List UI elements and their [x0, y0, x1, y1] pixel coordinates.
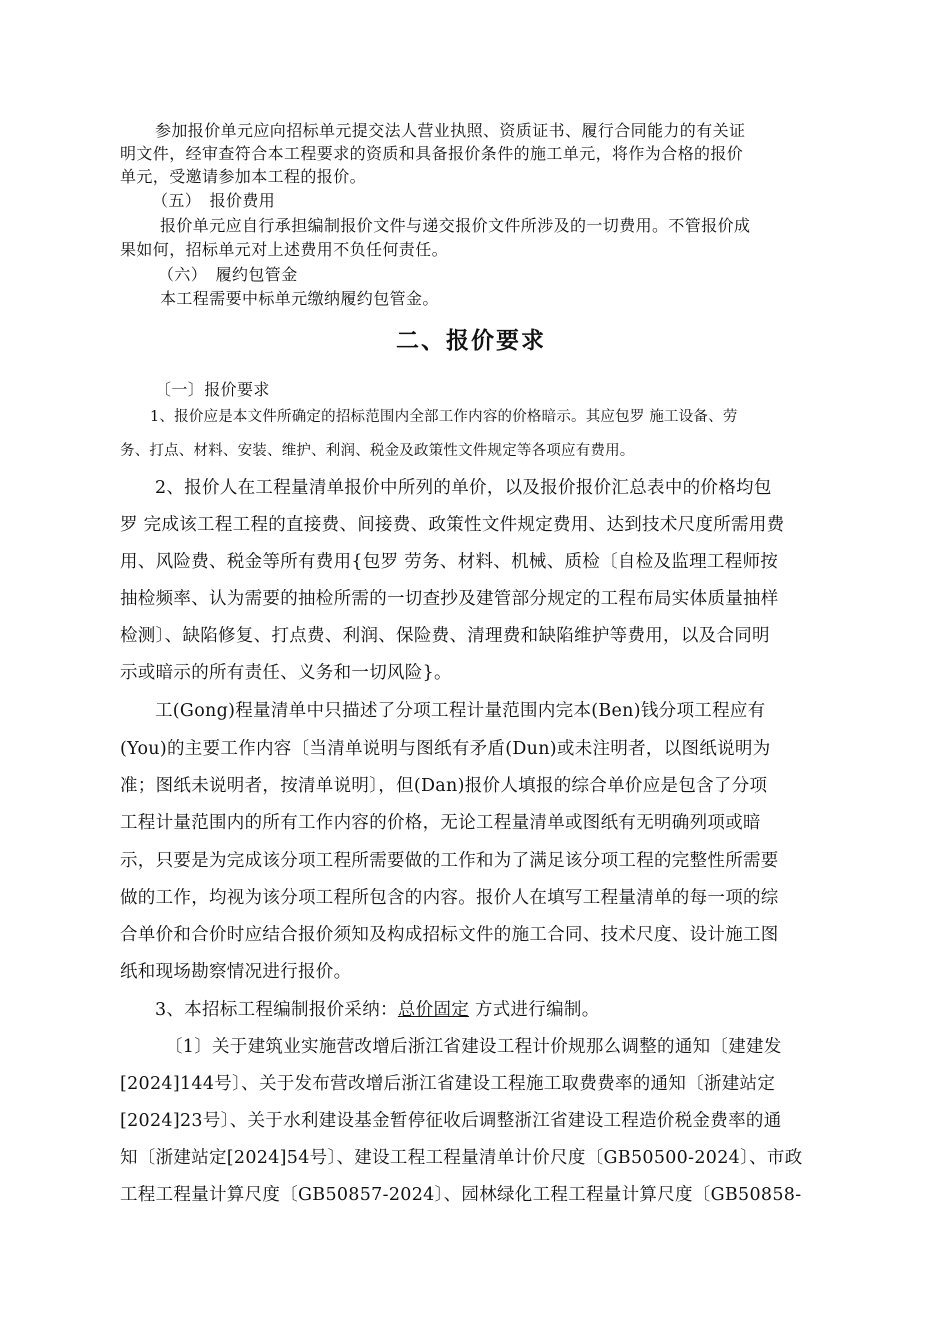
paragraph-line: [2024]144号〕、关于发布营改增后浙江省建设工程施工取费费率的通知〔浙建站定: [120, 1074, 776, 1094]
paragraph-line: 明文件，经审查符合本工程要求的资质和具备报价条件的施工单元，将作为合格的报价: [120, 144, 744, 163]
paragraph-line: 工程工程量计算尺度〔GB50857-2024〕、园林绿化工程工程量计算尺度〔GB50858-: [120, 1185, 802, 1205]
paragraph-line: 合单价和合价时应结合报价须知及构成招标文件的施工合同、技术尺度、设计施工图: [120, 925, 779, 945]
section-heading: 二、报价要求: [396, 327, 546, 354]
paragraph-line: 示，只要是为完成该分项工程所需要做的工作和为了满足该分项工程的完整性所需要: [120, 851, 779, 871]
paragraph-line: [155, 996, 600, 1021]
paragraph-line: 务、打点、材料、安装、维护、利润、税金及政策性文件规定等各项应有费用。: [120, 443, 635, 459]
paragraph-line: 工(Gong)程量清单中只描述了分项工程计量范围内完本(Ben)钱分项工程应有: [155, 701, 766, 721]
method-suffix: 方式进行编制。: [469, 1000, 600, 1020]
paragraph-line: 示或暗示的所有责任、义务和一切风险}。: [120, 663, 452, 683]
subheading-5: （五） 报价费用: [152, 191, 276, 210]
paragraph-line: 1、报价应是本文件所确定的招标范围内全部工作内容的价格暗示。其应包罗 施工设备、劳: [150, 409, 738, 425]
paragraph-line: 工程计量范围内的所有工作内容的价格，无论工程量清单或图纸有无明确列项或暗: [120, 813, 761, 833]
paragraph-line: (You)的主要工作内容〔当清单说明与图纸有矛盾(Dun)或未注明者，以图纸说明为: [120, 739, 771, 759]
paragraph-line: 纸和现场勘察情况进行报价。: [120, 962, 352, 982]
paragraph-line: 用、风险费、税金等所有费用{包罗 劳务、材料、机械、质检〔自检及监理工程师按: [120, 552, 779, 572]
paragraph-line: 罗 完成该工程工程的直接费、间接费、政策性文件规定费用、达到技术尺度所需用费: [120, 515, 785, 535]
paragraph-line: 〔1〕关于建筑业实施营改增后浙江省建设工程计价规那么调整的通知〔建建发: [165, 1037, 782, 1057]
paragraph-line: 参加报价单元应向招标单元提交法人营业执照、资质证书、履行合同能力的有关证: [155, 121, 746, 140]
subheading-1: 〔一〕报价要求: [155, 380, 270, 399]
paragraph-line: 果如何，招标单元对上述费用不负任何责任。: [120, 240, 449, 259]
paragraph-line: 2、报价人在工程量清单报价中所列的单价，以及报价报价汇总表中的价格均包: [155, 478, 772, 498]
method-value: 总价固定: [397, 1000, 470, 1020]
paragraph-line: 知〔浙建站定[2024]54号〕、建设工程工程量清单计价尺度〔GB50500-2024〕、市政: [120, 1148, 803, 1168]
paragraph-line: 抽检频率、认为需要的抽检所需的一切查抄及建管部分规定的工程布局实体质量抽样: [120, 589, 779, 609]
subheading-6: （六） 履约包管金: [158, 265, 298, 284]
paragraph-line: 做的工作，均视为该分项工程所包含的内容。报价人在填写工程量清单的每一项的综: [120, 888, 779, 908]
paragraph-line: [2024]23号〕、关于水利建设基金暂停征收后调整浙江省建设工程造价税金费率的通: [120, 1111, 782, 1131]
paragraph-line: 单元，受邀请参加本工程的报价。: [120, 167, 367, 186]
method-prefix: 3、本招标工程编制报价采纳：: [155, 1000, 398, 1020]
paragraph-line: 本工程需要中标单元缴纳履约包管金。: [160, 289, 439, 308]
paragraph-line: 报价单元应自行承担编制报价文件与递交报价文件所涉及的一切费用。不管报价成: [160, 216, 751, 235]
paragraph-line: 检测〕、缺陷修复、打点费、利润、保险费、清理费和缺陷维护等费用，以及合同明: [120, 626, 770, 646]
paragraph-line: 准；图纸未说明者，按清单说明〕，但(Dan)报价人填报的综合单价应是包含了分项: [120, 776, 768, 796]
